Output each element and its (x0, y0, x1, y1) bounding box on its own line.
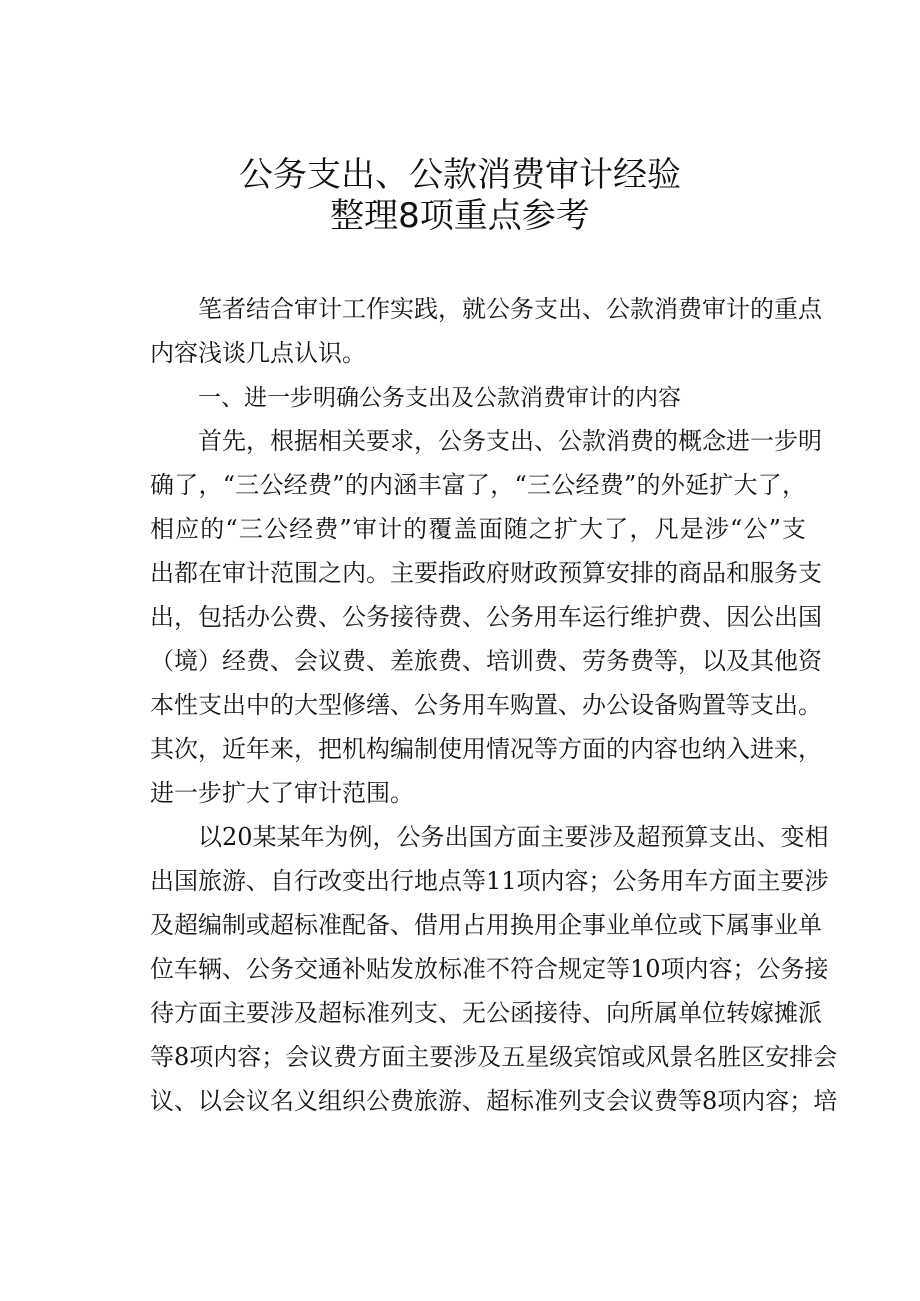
para2-line-3: 及超编制或超标准配备、借用占用换用企事业单位或下属事业单 (150, 911, 822, 939)
para2-line-1: 以20某某年为例，公务出国方面主要涉及超预算支出、变相 (198, 823, 829, 851)
para1-line-7: 本性支出中的大型修缮、公务用车购置、办公设备购置等支出。 (150, 691, 822, 719)
para2-line-7: 议、以会议名义组织公费旅游、超标准列支会议费等8项内容；培 (150, 1087, 838, 1115)
para1-line-6: （境）经费、会议费、差旅费、培训费、劳务费等，以及其他资 (150, 647, 822, 675)
para1-line-5: 出，包括办公费、公务接待费、公务用车运行维护费、因公出国 (150, 603, 822, 631)
document-title-line-2: 整理8项重点参考 (330, 196, 590, 236)
para2-line-4: 位车辆、公务交通补贴发放标准不符合规定等10项内容；公务接 (150, 955, 829, 983)
para2-line-6: 等8项内容；会议费方面主要涉及五星级宾馆或风景名胜区安排会 (150, 1043, 838, 1071)
para1-line-2: 确了，“三公经费”的内涵丰富了，“三公经费”的外延扩大了， (150, 471, 806, 499)
para1-line-3: 相应的“三公经费”审计的覆盖面随之扩大了，凡是涉“公”支 (150, 515, 806, 543)
section-heading: 一、进一步明确公务支出及公款消费审计的内容 (198, 385, 681, 411)
para1-line-4: 出都在审计范围之内。主要指政府财政预算安排的商品和服务支 (150, 559, 822, 587)
para1-line-8: 其次，近年来，把机构编制使用情况等方面的内容也纳入进来， (150, 735, 822, 763)
intro-line-1: 笔者结合审计工作实践，就公务支出、公款消费审计的重点 (198, 295, 822, 323)
para2-line-2: 出国旅游、自行改变出行地点等11项内容；公务用车方面主要涉 (150, 867, 829, 895)
para1-line-9: 进一步扩大了审计范围。 (150, 779, 414, 807)
intro-line-2: 内容浅谈几点认识。 (150, 339, 366, 367)
para1-line-1: 首先，根据相关要求，公务支出、公款消费的概念进一步明 (198, 427, 822, 455)
para2-line-5: 待方面主要涉及超标准列支、无公函接待、向所属单位转嫁摊派 (150, 999, 822, 1027)
document-title-line-1: 公务支出、公款消费审计经验 (239, 155, 681, 195)
